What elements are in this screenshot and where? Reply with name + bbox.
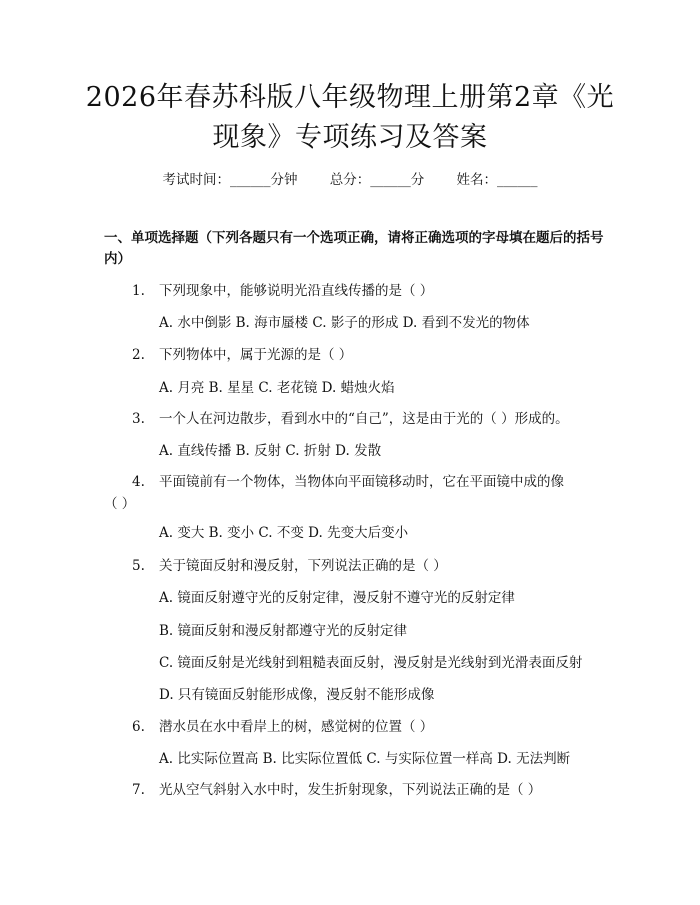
title-line-1: 2026年春苏科版八年级物理上册第2章《光	[85, 82, 615, 113]
total-score: 总分：______分	[329, 172, 425, 188]
question-5	[104, 555, 600, 577]
question-6	[104, 716, 600, 738]
question-text: 一个人在河边散步，看到水中的“自己”，这是由于光的（ ）形成的。	[159, 411, 569, 427]
question-4-options: A. 变大 B. 变小 C. 不变 D. 先变大后变小	[159, 525, 409, 541]
question-6-options: A. 比实际位置高 B. 比实际位置低 C. 与实际位置一样高 D. 无法判断	[159, 751, 571, 767]
question-5-option-b: B. 镜面反射和漫反射都遵守光的反射定律	[159, 623, 408, 639]
question-2	[104, 344, 600, 366]
question-text: 下列物体中，属于光源的是（ ）	[159, 347, 353, 363]
question-number: 5.	[132, 558, 145, 574]
student-name: 姓名：______	[456, 172, 538, 188]
question-text: 平面镜前有一个物体，当物体向平面镜移动时，它在平面镜中成的像（ ）	[104, 474, 564, 512]
question-number: 1.	[132, 283, 145, 299]
question-7	[104, 779, 600, 801]
question-text: 下列现象中，能够说明光沿直线传播的是（ ）	[159, 283, 434, 299]
question-2-options: A. 月亮 B. 星星 C. 老花镜 D. 蜡烛火焰	[159, 380, 395, 396]
document-title	[80, 78, 620, 158]
question-5-option-c: C. 镜面反射是光线射到粗糙表面反射，漫反射是光线射到光滑表面反射	[159, 655, 583, 671]
question-number: 6.	[132, 719, 145, 735]
question-number: 3.	[132, 411, 145, 427]
section-heading: 一、单项选择题（下列各题只有一个选项正确，请将正确选项的字母填在题后的括号内）	[104, 230, 604, 267]
exam-meta	[0, 170, 700, 190]
question-text: 关于镜面反射和漫反射，下列说法正确的是（ ）	[159, 558, 447, 574]
question-number: 4.	[132, 474, 145, 490]
question-text: 潜水员在水中看岸上的树，感觉树的位置（ ）	[159, 719, 434, 735]
question-4	[104, 471, 574, 515]
question-5-option-d: D. 只有镜面反射能形成像，漫反射不能形成像	[159, 687, 435, 703]
exam-time: 考试时间：______分钟	[162, 172, 298, 188]
question-3-options: A. 直线传播 B. 反射 C. 折射 D. 发散	[159, 443, 382, 459]
question-text: 光从空气斜射入水中时，发生折射现象，下列说法正确的是（ ）	[159, 782, 542, 798]
title-line-2: 现象》专项练习及答案	[212, 122, 488, 153]
question-5-option-a: A. 镜面反射遵守光的反射定律，漫反射不遵守光的反射定律	[159, 590, 515, 606]
question-1-options: A. 水中倒影 B. 海市蜃楼 C. 影子的形成 D. 看到不发光的物体	[159, 315, 530, 331]
question-number: 7.	[132, 782, 145, 798]
question-1	[104, 280, 600, 302]
question-3	[104, 408, 600, 430]
question-number: 2.	[132, 347, 145, 363]
